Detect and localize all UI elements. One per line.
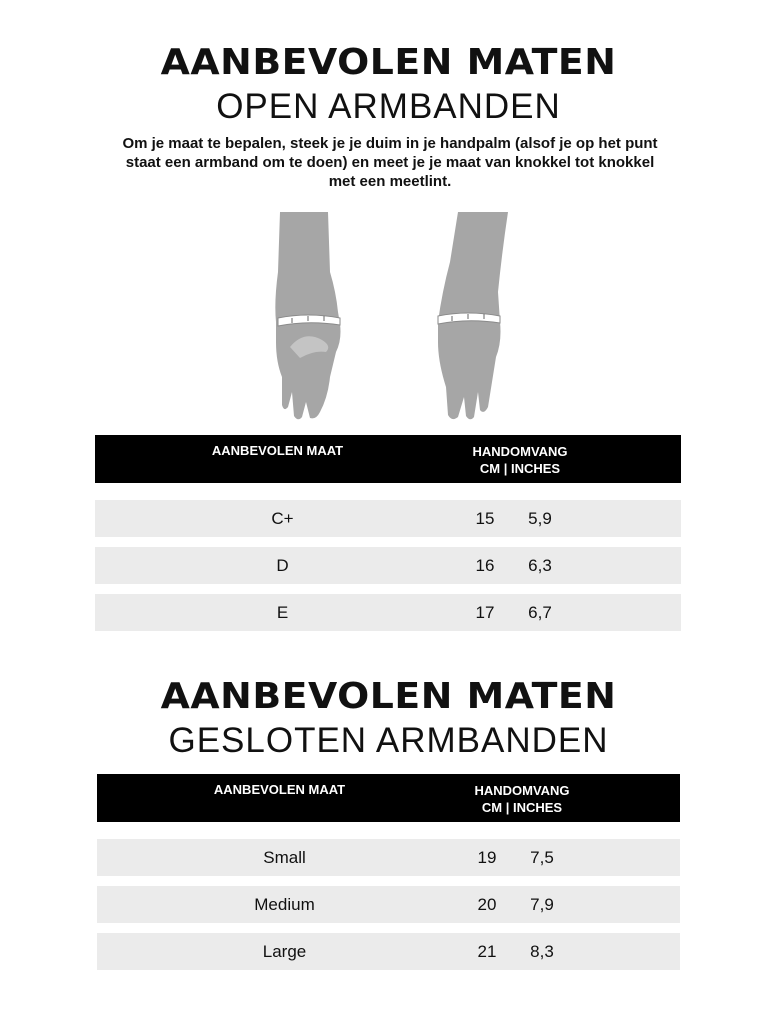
row-inches: 6,7 <box>528 603 552 622</box>
header-hand-circumference <box>450 443 590 477</box>
header-measure-title: HANDOMVANG <box>472 444 568 459</box>
row-size: Medium <box>254 895 315 914</box>
header-recommended-size: AANBEVOLEN MAAT <box>213 782 346 797</box>
row-cm: 20 <box>477 895 497 914</box>
section2-title: AANBEVOLEN MATEN <box>160 676 617 717</box>
header-recommended-size: AANBEVOLEN MAAT <box>211 443 344 458</box>
table-row <box>95 594 681 631</box>
table-row <box>97 839 680 876</box>
row-cm: 15 <box>475 509 495 528</box>
table-row <box>97 886 680 923</box>
row-cm: 17 <box>475 603 495 622</box>
instruction-line: Om je maat te bepalen, steek je je duim in je handpalm (alsof je op het punt <box>122 135 658 152</box>
row-inches: 7,9 <box>530 895 554 914</box>
left-hand-illustration <box>275 212 340 419</box>
row-inches: 6,3 <box>528 556 552 575</box>
row-inches: 7,5 <box>530 848 554 867</box>
row-cm: 19 <box>477 848 497 867</box>
table-row <box>95 547 681 584</box>
right-hand-illustration <box>438 212 508 419</box>
row-size: Large <box>262 942 307 961</box>
header-measure-units: CM | INCHES <box>481 800 563 815</box>
table-row <box>95 500 681 537</box>
table-row <box>97 933 680 970</box>
section2-subtitle: GESLOTEN ARMBANDEN <box>168 721 609 760</box>
row-size: Small <box>263 848 306 867</box>
table-header <box>95 435 681 483</box>
hand-measuring-tape-icon <box>270 212 510 424</box>
row-size: E <box>276 603 289 622</box>
row-size: C+ <box>271 509 294 528</box>
header-hand-circumference <box>452 782 592 816</box>
row-cm: 21 <box>477 942 497 961</box>
header-measure-units: CM | INCHES <box>479 461 561 476</box>
table-header <box>97 774 680 822</box>
row-inches: 8,3 <box>530 942 554 961</box>
row-cm: 16 <box>475 556 495 575</box>
section1-title: AANBEVOLEN MATEN <box>160 42 617 83</box>
header-measure-title: HANDOMVANG <box>474 783 570 798</box>
section1-subtitle: OPEN ARMBANDEN <box>216 87 561 126</box>
row-inches: 5,9 <box>528 509 552 528</box>
row-size: D <box>276 556 289 575</box>
instruction-line: staat een armband om te doen) en meet je je maat van knokkel tot knokkel <box>125 154 655 171</box>
measure-instructions <box>100 134 680 191</box>
instruction-line: met een meetlint. <box>328 173 452 190</box>
